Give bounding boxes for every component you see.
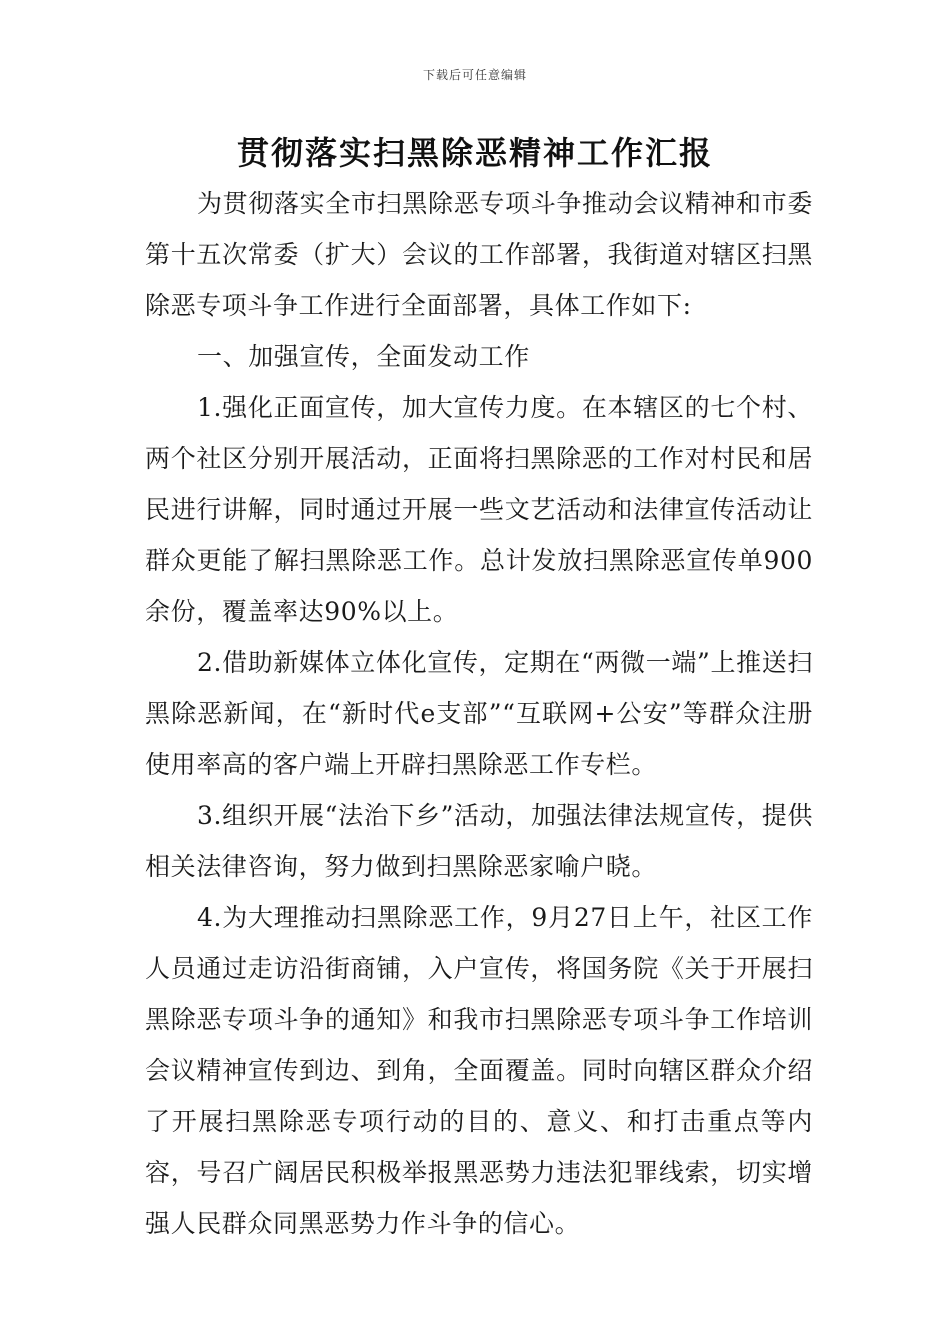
item-paragraph-2: 2.借助新媒体立体化宣传，定期在“两微一端”上推送扫黑除恶新闻，在“新时代e支部”“互联网+公安”等群众注册使用率高的客户端上开辟扫黑除恶工作专栏。 [145, 648, 813, 779]
intro-paragraph: 为贯彻落实全市扫黑除恶专项斗争推动会议精神和市委第十五次常委（扩大）会议的工作部署，我街道对辖区扫黑除恶专项斗争工作进行全面部署，具体工作如下: [145, 189, 813, 320]
item-paragraph-4: 4.为大理推动扫黑除恶工作，9月27日上午，社区工作人员通过走访沿街商铺，入户宣传，将国务院《关于开展扫黑除恶专项斗争的通知》和我市扫黑除恶专项斗争工作培训会议精神宣传到边、到角，全面覆盖。同时向辖区群众介绍了开展扫黑除恶专项行动的目的、意义、和打击重点等内容，号召广阔居民积极举报黑恶势力违法犯罪线索，切实增强人民群众同黑恶势力作斗争的信心。 [145, 903, 813, 1238]
document-body [145, 178, 813, 1249]
item-paragraph-3: 3.组织开展“法治下乡”活动，加强法律法规宣传，提供相关法律咨询，努力做到扫黑除恶家喻户晓。 [145, 801, 813, 881]
header-note: 下载后可任意编辑 [422, 68, 527, 82]
section-heading: 一、加强宣传，全面发动工作 [197, 342, 530, 371]
document-title: 贯彻落实扫黑除恶精神工作汇报 [236, 134, 713, 172]
item-paragraph-1: 1.强化正面宣传，加大宣传力度。在本辖区的七个村、两个社区分别开展活动，正面将扫黑除恶的工作对村民和居民进行讲解，同时通过开展一些文艺活动和法律宣传活动让群众更能了解扫黑除恶工作。总计发放扫黑除恶宣传单900余份，覆盖率达90%以上。 [145, 393, 813, 626]
